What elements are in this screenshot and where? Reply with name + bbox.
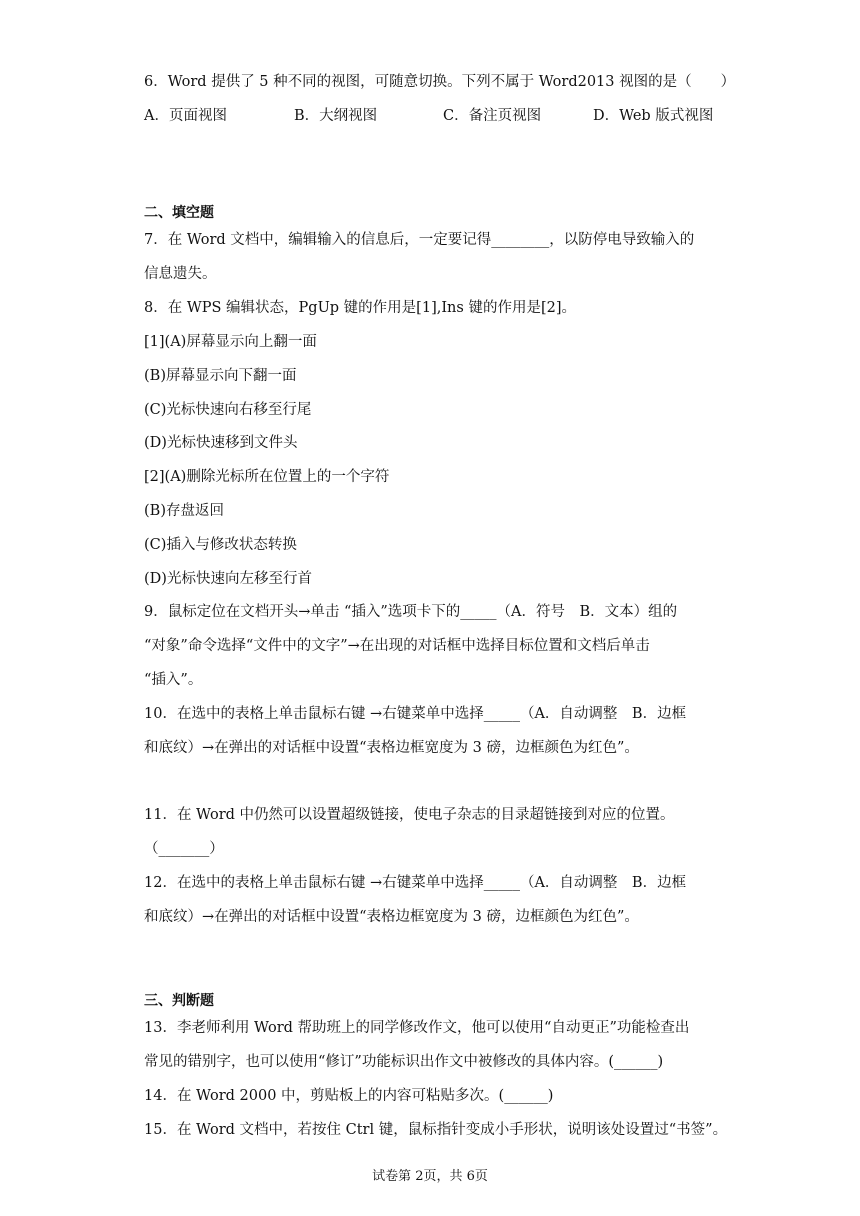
question-10-line-1: 10．在选中的表格上单击鼠标右键 →右键菜单中选择_____（A．自动调整 B．边框: [144, 706, 687, 722]
question-8-line: (C)插入与修改状态转换: [144, 537, 297, 553]
question-8-line: (D)光标快速向左移至行首: [144, 571, 312, 587]
question-7-line-1: 7．在 Word 文档中，编辑输入的信息后，一定要记得________，以防停电导致输入的: [144, 232, 695, 248]
option-d: D．Web 版式视图: [593, 108, 714, 124]
section-title-true-false: 三、判断题: [144, 993, 214, 1009]
option-c: C．备注页视图: [443, 108, 542, 124]
question-8-line: [2](A)删除光标所在位置上的一个字符: [144, 469, 390, 485]
question-8-line: [1](A)屏幕显示向上翻一面: [144, 334, 317, 350]
option-b: B．大纲视图: [294, 108, 378, 124]
question-8-stem: 8．在 WPS 编辑状态，PgUp 键的作用是[1],Ins 键的作用是[2]。: [144, 300, 576, 316]
question-9-line-1: 9．鼠标定位在文档开头→单击 “插入”选项卡下的_____（A．符号 B．文本）组的: [144, 604, 678, 620]
question-15-line-1: 15．在 Word 文档中，若按住 Ctrl 键，鼠标指针变成小手形状，说明该处设置过“书签”。: [144, 1122, 728, 1138]
question-11-line-2: （_______）: [144, 841, 224, 857]
question-8-line: (D)光标快速移到文件头: [144, 435, 298, 451]
question-11-line-1: 11．在 Word 中仍然可以设置超级链接，使电子杂志的目录超链接到对应的位置。: [144, 807, 675, 823]
question-12-line-2: 和底纹）→在弹出的对话框中设置“表格边框宽度为 3 磅，边框颜色为红色”。: [144, 909, 639, 925]
question-6-options: [144, 106, 724, 126]
question-13-line-2: 常见的错别字，也可以使用“修订”功能标识出作文中被修改的具体内容。(______): [144, 1054, 664, 1070]
section-title-fill-blank: 二、填空题: [144, 205, 214, 221]
question-9-line-2: “对象”命令选择“文件中的文字”→在出现的对话框中选择目标位置和文档后单击: [144, 638, 650, 654]
page-footer: 试卷第 2页，共 6页: [372, 1169, 488, 1184]
question-9-line-3: “插入”。: [144, 672, 203, 688]
question-12-line-1: 12．在选中的表格上单击鼠标右键 →右键菜单中选择_____（A．自动调整 B．边框: [144, 875, 687, 891]
option-a: A．页面视图: [144, 108, 227, 124]
question-13-line-1: 13．李老师利用 Word 帮助班上的同学修改作文，他可以使用“自动更正”功能检查出: [144, 1020, 690, 1036]
question-8-line: (B)存盘返回: [144, 503, 224, 519]
question-6-stem: 6．Word 提供了 5 种不同的视图，可随意切换。下列不属于 Word2013 视图的是（ ）: [144, 74, 736, 90]
question-14-line-1: 14．在 Word 2000 中，剪贴板上的内容可粘贴多次。(______): [144, 1088, 554, 1104]
question-7-line-2: 信息遗失。: [144, 266, 217, 282]
question-8-line: (C)光标快速向右移至行尾: [144, 402, 312, 418]
question-8-line: (B)屏幕显示向下翻一面: [144, 368, 297, 384]
question-10-line-2: 和底纹）→在弹出的对话框中设置“表格边框宽度为 3 磅，边框颜色为红色”。: [144, 740, 639, 756]
